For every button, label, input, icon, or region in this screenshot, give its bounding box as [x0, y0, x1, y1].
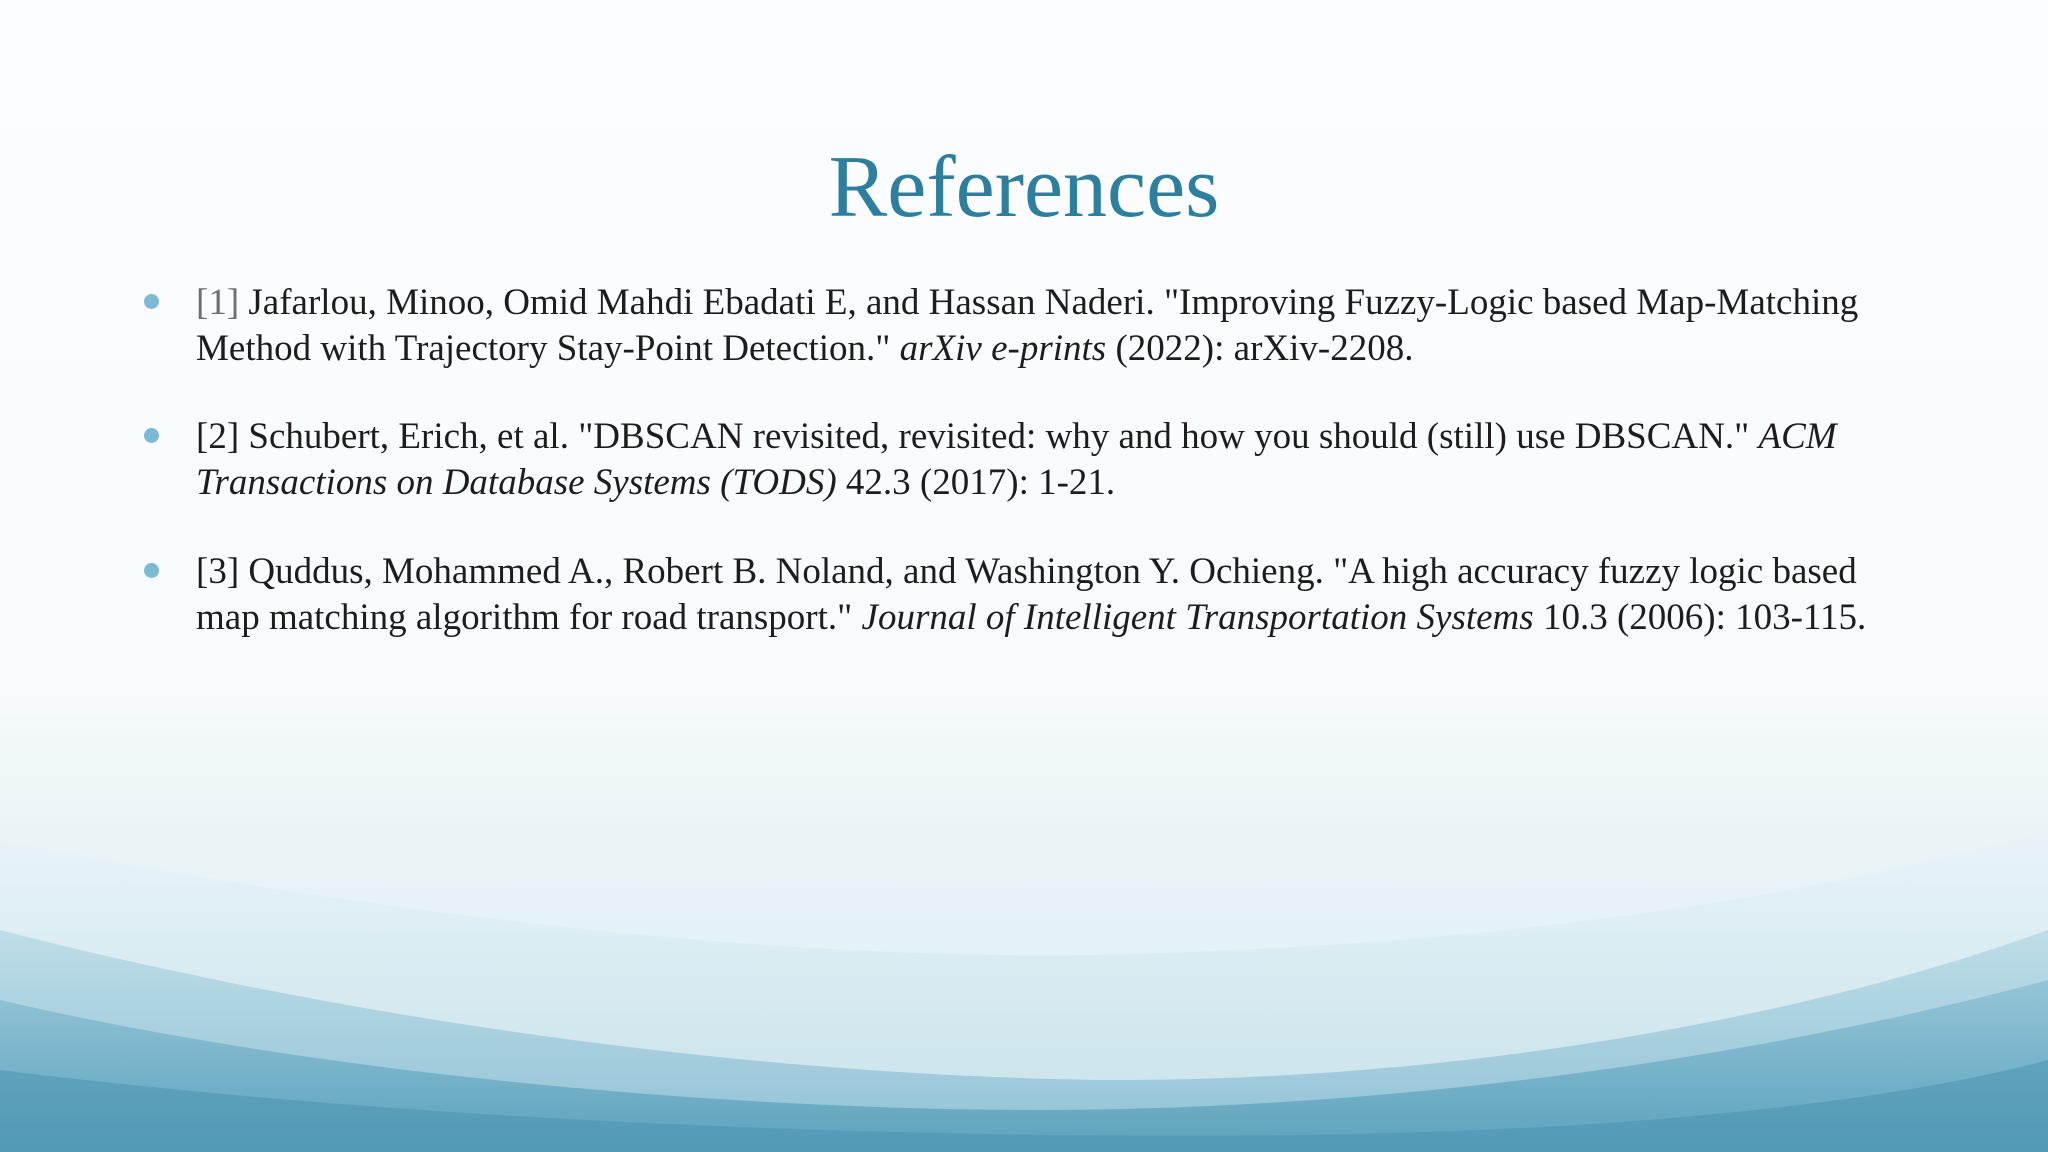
- reference-text: Jafarlou, Minoo, Omid Mahdi Ebadati E, and Hassan Naderi. "Improving Fuzzy-Logic based Map-Matching Method with Trajectory Stay-Point Detection.": [196, 282, 1859, 369]
- bullet-icon: [144, 563, 159, 578]
- bullet-icon: [144, 428, 159, 443]
- reference-item: [196, 414, 1916, 506]
- reference-number: [3]: [196, 551, 240, 592]
- reference-tail: 42.3 (2017): 1-21.: [836, 462, 1116, 503]
- reference-text: Quddus, Mohammed A., Robert B. Noland, and Washington Y. Ochieng. "A high accuracy fuzzy logic based map matching algorithm for road transport.": [196, 551, 1857, 638]
- reference-venue: arXiv e-prints: [899, 328, 1107, 369]
- reference-venue: Journal of Intelligent Transportation Systems: [861, 597, 1534, 638]
- bullet-icon: [144, 294, 159, 309]
- reference-tail: 10.3 (2006): 103-115.: [1533, 597, 1867, 638]
- reference-tail: (2022): arXiv-2208.: [1106, 328, 1414, 369]
- reference-number: [1]: [196, 282, 240, 323]
- reference-venue: ACM Transactions on Database Systems (TODS): [196, 416, 1837, 503]
- reference-item: [196, 549, 1916, 641]
- reference-item: [196, 280, 1916, 372]
- reference-number: [2]: [196, 416, 240, 457]
- reference-text: Schubert, Erich, et al. "DBSCAN revisited, revisited: why and how you should (still) use DBSCAN.": [239, 416, 1759, 457]
- page-title: References: [828, 139, 1220, 236]
